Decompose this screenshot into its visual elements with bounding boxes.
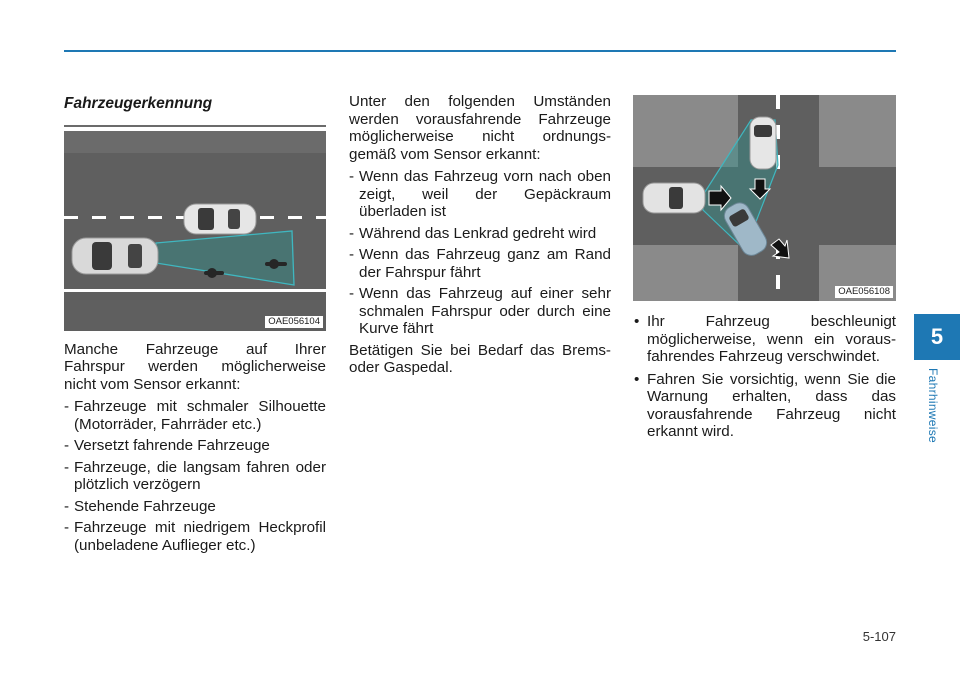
list-item xyxy=(64,519,326,554)
figure-intersection xyxy=(633,95,896,301)
top-rule xyxy=(64,50,896,52)
list-item-text: Wenn das Fahrzeug auf einer sehr schmalen Fahrspur oder durch eine Kurve fährt xyxy=(359,285,611,337)
intro-line: nicht vom Sensor erkannt: xyxy=(64,375,241,393)
list-item-text: Versetzt fahrende Fahrzeuge xyxy=(74,437,270,454)
list-item-text: Fahrzeuge mit schmaler Silhouette (Motorräder, Fahrräder etc.) xyxy=(74,398,326,433)
col1-intro xyxy=(64,341,326,394)
column-2 xyxy=(349,93,611,382)
col2-list xyxy=(349,168,611,338)
bullet-marker: • xyxy=(634,370,640,388)
chapter-tab: 5 xyxy=(914,314,960,360)
list-item xyxy=(64,398,326,433)
chapter-title: Fahrhinweise xyxy=(926,368,940,443)
list-item xyxy=(633,371,896,441)
list-item xyxy=(349,285,611,338)
list-item xyxy=(633,313,896,366)
list-item xyxy=(349,225,611,243)
intro-line: gemäß vom Sensor erkannt: xyxy=(349,145,541,163)
list-marker: - xyxy=(64,497,70,515)
list-item xyxy=(64,437,326,455)
list-marker: - xyxy=(349,224,355,242)
list-item xyxy=(64,498,326,516)
list-marker: - xyxy=(64,437,70,454)
intro-line: möglicherweise nicht ordnungs- xyxy=(349,128,611,145)
col1-list xyxy=(64,398,326,554)
column-1 xyxy=(64,93,326,558)
section-heading: Fahrzeugerkennung xyxy=(64,95,213,112)
list-marker: - xyxy=(349,168,355,185)
illustration-intersection xyxy=(633,95,896,301)
bullet-marker: • xyxy=(634,313,640,330)
intro-line: Fahrspur werden möglicherweise xyxy=(64,358,326,375)
list-item-text: Ihr Fahrzeug beschleunigt möglicherweise, wenn ein voraus-fahrendes Fahrzeug verschwindet. xyxy=(647,313,896,365)
list-marker: - xyxy=(64,519,70,536)
list-item-text: Wenn das Fahrzeug ganz am Rand der Fahrspur fährt xyxy=(359,246,611,281)
list-marker: - xyxy=(64,458,70,476)
intro-line: werden vorausfahrende Fahrzeuge xyxy=(349,110,611,128)
figure-code: OAE056104 xyxy=(265,316,323,328)
intro-line: Unter den folgenden Umständen xyxy=(349,93,611,110)
page-number: 5-107 xyxy=(862,629,896,644)
intro-line: Manche Fahrzeuge auf Ihrer xyxy=(64,340,326,358)
col2-outro: Betätigen Sie bei Bedarf das Brems- oder Gaspedal. xyxy=(349,341,611,376)
list-item-text: Fahrzeuge mit niedrigem Heckprofil (unbeladene Auflieger etc.) xyxy=(74,519,326,554)
list-item-text: Wenn das Fahrzeug vorn nach oben zeigt, weil der Gepäckraum überladen ist xyxy=(359,168,611,220)
figure-vehicle-detection xyxy=(64,125,326,331)
col2-intro xyxy=(349,93,611,163)
list-marker: - xyxy=(349,246,355,263)
list-item-text: Stehende Fahrzeuge xyxy=(74,497,216,515)
list-marker: - xyxy=(64,398,70,415)
figure-code: OAE056108 xyxy=(835,286,893,298)
list-item-text: Fahren Sie vorsichtig, wenn Sie die Warnung erhalten, dass das vorausfahrende Fahrzeug nicht erkannt wird. xyxy=(647,370,896,440)
list-marker: - xyxy=(349,285,355,302)
col3-bullets xyxy=(633,313,896,441)
list-item-text: Fahrzeuge, die langsam fahren oder plötzlich verzögern xyxy=(74,458,326,493)
list-item xyxy=(349,246,611,281)
list-item xyxy=(349,168,611,221)
illustration-side-lanes xyxy=(64,125,326,331)
list-item-text: Während das Lenkrad gedreht wird xyxy=(359,224,597,242)
list-item xyxy=(64,459,326,494)
column-3 xyxy=(633,95,896,446)
